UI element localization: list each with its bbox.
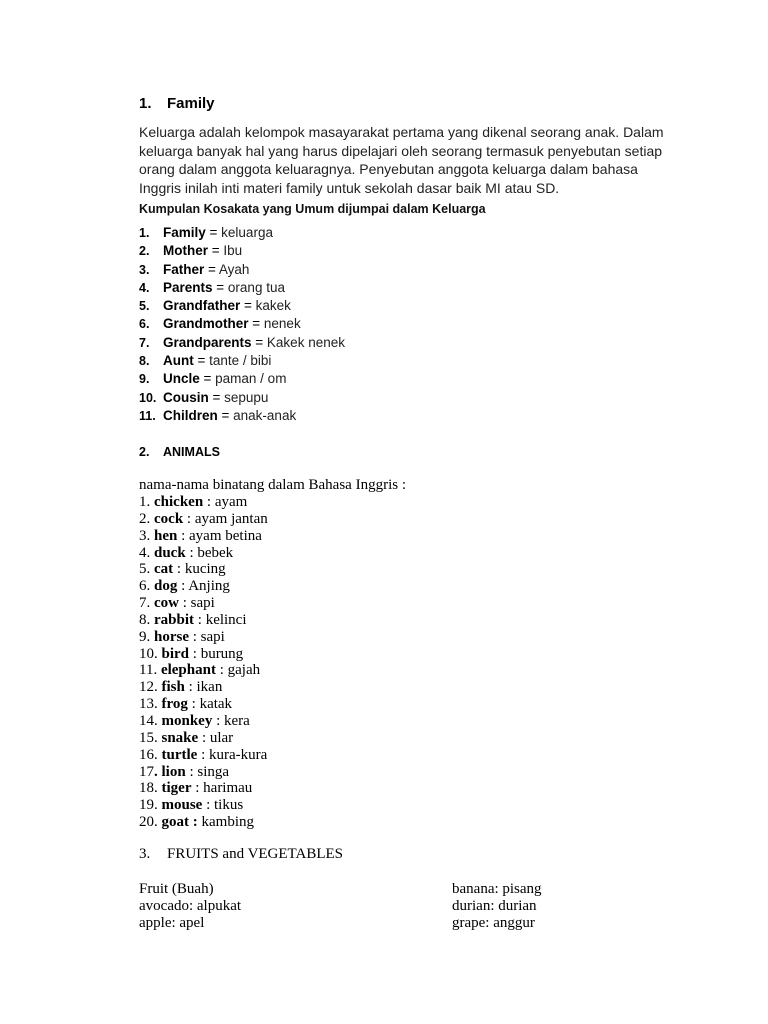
section-1-heading: [139, 95, 215, 112]
animals-list-item: [139, 730, 268, 747]
separator: :: [177, 578, 189, 595]
indonesian-term: Anjing: [188, 578, 230, 595]
indonesian-term: tikus: [214, 797, 244, 814]
animals-list-item: [139, 528, 268, 545]
fruit-list-item: apple: apel: [139, 915, 205, 931]
indonesian-term: ikan: [196, 679, 223, 696]
separator: :: [198, 729, 210, 746]
indonesian-term: ular: [209, 729, 234, 746]
animals-list-item: [139, 545, 268, 562]
section-3-number: 3.: [139, 846, 151, 862]
indonesian-term: singa: [197, 763, 230, 780]
english-term: Parents: [163, 279, 213, 295]
english-term: fish: [161, 679, 185, 696]
separator: :: [179, 595, 191, 612]
family-vocabulary-list: [139, 224, 345, 425]
separator: :: [183, 510, 195, 527]
english-term: goat :: [161, 814, 198, 831]
english-term: chicken: [154, 494, 204, 510]
item-number: 5.: [139, 299, 150, 314]
item-number: 8.: [139, 611, 154, 628]
item-number: 3.: [139, 262, 150, 277]
fruit-list-item: avocado: alpukat: [139, 898, 242, 914]
indonesian-term: katak: [199, 696, 233, 713]
section-2-title: ANIMALS: [163, 445, 220, 459]
item-number: 4.: [139, 280, 150, 295]
item-number: 16.: [139, 746, 162, 763]
indonesian-term: burung: [200, 645, 244, 662]
family-vocabulary-subheading: Kumpulan Kosakata yang Umum dijumpai dalam Keluarga: [139, 202, 486, 216]
animals-list-item: [139, 612, 268, 629]
item-number: 6.: [139, 578, 154, 595]
english-term: tiger: [161, 780, 192, 797]
section-1-number: 1.: [139, 95, 152, 112]
separator: :: [189, 645, 201, 662]
separator: =: [193, 353, 210, 369]
item-number: 15.: [139, 729, 162, 746]
item-number: 19.: [139, 797, 162, 814]
english-term: elephant: [160, 662, 216, 679]
english-term: cat: [154, 561, 174, 578]
separator: :: [185, 763, 198, 780]
separator: =: [204, 261, 219, 277]
fruit-list-item: durian: durian: [452, 898, 537, 914]
item-number: 13.: [139, 696, 162, 713]
indonesian-term: kucing: [184, 561, 226, 578]
item-number: 6.: [139, 317, 150, 332]
separator: :: [197, 746, 209, 763]
indonesian-term: kelinci: [205, 611, 247, 628]
indonesian-term: kakek: [255, 298, 291, 314]
fruit-list-item: banana: pisang: [452, 881, 542, 897]
english-term: Grandmother: [163, 316, 249, 332]
animals-list-item: [139, 578, 268, 595]
family-list-item: [139, 389, 345, 407]
separator: :: [215, 662, 228, 679]
separator: =: [205, 225, 222, 240]
english-term: Grandfather: [163, 298, 241, 314]
section-3-title: FRUITS and VEGETABLES: [167, 846, 344, 862]
item-number: 1.: [139, 494, 154, 510]
animals-list-item: [139, 679, 268, 696]
item-number: 7.: [139, 595, 154, 612]
family-list-item: [139, 407, 345, 425]
animals-list-item: [139, 629, 268, 646]
indonesian-term: harimau: [203, 780, 253, 797]
indonesian-term: ayam: [214, 494, 248, 510]
section-3-heading: [139, 846, 343, 863]
item-number: 17: [139, 763, 154, 780]
family-list-item: [139, 224, 345, 242]
english-term: cock: [154, 510, 184, 527]
english-term: Aunt: [163, 353, 194, 369]
animals-list-item: [139, 764, 268, 781]
indonesian-term: keluarga: [221, 225, 273, 240]
item-number: 8.: [139, 354, 150, 369]
animals-list-item: [139, 814, 268, 831]
english-term: bird: [161, 645, 190, 662]
english-term: Cousin: [163, 389, 209, 405]
english-term: Father: [163, 261, 205, 277]
animals-list-item: [139, 780, 268, 797]
indonesian-term: kera: [224, 712, 250, 729]
indonesian-term: tante / bibi: [209, 353, 272, 369]
english-term: frog: [161, 696, 188, 713]
animals-list-item: [139, 595, 268, 612]
fruits-left-column: [139, 881, 241, 932]
separator: :: [177, 527, 190, 544]
section-1-title: Family: [167, 95, 215, 112]
separator: :: [202, 797, 215, 814]
animals-intro-line: nama-nama binatang dalam Bahasa Inggris :: [139, 477, 406, 493]
indonesian-term: nenek: [263, 316, 301, 332]
separator: :: [189, 628, 201, 645]
animals-list-item: [139, 646, 268, 663]
indonesian-term: Ayah: [218, 261, 250, 277]
indonesian-term: ayam betina: [189, 527, 262, 544]
section-2-heading: [139, 445, 220, 459]
indonesian-term: sapi: [190, 595, 215, 612]
english-term: Uncle: [163, 371, 200, 387]
separator: =: [208, 243, 224, 259]
indonesian-term: sapi: [200, 628, 225, 645]
item-number: 9.: [139, 628, 154, 645]
item-number: 12.: [139, 679, 162, 696]
indonesian-term: bebek: [197, 544, 234, 561]
separator: :: [191, 780, 204, 797]
item-number: 14.: [139, 712, 162, 729]
separator: =: [240, 298, 256, 314]
item-number: 9.: [139, 372, 150, 387]
item-number: 3.: [139, 527, 154, 544]
animals-list-item: [139, 662, 268, 679]
family-list-item: [139, 370, 345, 388]
section-2-number: 2.: [139, 445, 150, 459]
item-number: 18.: [139, 780, 162, 797]
item-number: 7.: [139, 335, 150, 350]
english-term: Children: [163, 407, 218, 423]
indonesian-term: paman / om: [215, 371, 287, 387]
separator: :: [194, 611, 206, 628]
animals-list-item: [139, 696, 268, 713]
separator: =: [199, 371, 216, 387]
indonesian-term: kura-kura: [209, 746, 268, 763]
english-term: rabbit: [154, 611, 195, 628]
indonesian-term: Ibu: [223, 243, 243, 259]
english-term: cow: [154, 595, 179, 612]
item-number: 1.: [139, 226, 150, 240]
family-list-item: [139, 352, 345, 370]
separator: :: [203, 494, 215, 510]
english-term: Grandparents: [163, 334, 252, 350]
separator: :: [185, 544, 198, 561]
indonesian-term: orang tua: [227, 279, 285, 295]
family-list-item: [139, 334, 345, 352]
separator: :: [212, 712, 225, 729]
animals-list-item: [139, 561, 268, 578]
animals-list-item: [139, 511, 268, 528]
item-number: 5.: [139, 561, 154, 578]
family-list-item: [139, 242, 345, 260]
english-term: . lion: [154, 763, 186, 780]
english-term: Mother: [163, 243, 208, 259]
item-number: 2.: [139, 510, 154, 527]
family-intro-paragraph: Keluarga adalah kelompok masayarakat pertama yang dikenal seorang anak. Dalam keluarga banyak hal yang harus dipelajari oleh seorang termasuk penyebutan setiap orang dalam anggota keluaragnya. Penyebutan anggota keluarga dalam bahasa Inggris inilah inti materi family untuk sekolah dasar baik MI atau SD.: [139, 124, 664, 196]
english-term: Family: [163, 225, 206, 240]
english-term: snake: [161, 729, 199, 746]
animals-list-item: [139, 713, 268, 730]
fruits-right-column: [452, 881, 542, 932]
indonesian-term: sepupu: [224, 389, 269, 405]
family-list-item: [139, 315, 345, 333]
item-number: 2.: [139, 244, 150, 259]
separator: :: [187, 696, 200, 713]
family-list-item: [139, 297, 345, 315]
english-term: dog: [154, 578, 178, 595]
animals-list-item: [139, 747, 268, 764]
fruit-list-item: Fruit (Buah): [139, 881, 214, 897]
english-term: hen: [154, 527, 178, 544]
english-term: turtle: [161, 746, 198, 763]
family-list-item: [139, 279, 345, 297]
animals-vocabulary-list: [139, 494, 268, 831]
english-term: horse: [154, 628, 189, 645]
family-list-item: [139, 261, 345, 279]
separator: =: [251, 334, 267, 350]
item-number: 10.: [139, 645, 162, 662]
indonesian-term: Kakek nenek: [266, 334, 345, 350]
animals-list-item: [139, 797, 268, 814]
item-number: 4.: [139, 544, 154, 561]
indonesian-term: kambing: [201, 814, 254, 831]
indonesian-term: ayam jantan: [194, 510, 268, 527]
separator: :: [173, 561, 185, 578]
animals-list-item: [139, 494, 268, 511]
english-term: mouse: [161, 797, 203, 814]
separator: =: [217, 407, 234, 423]
indonesian-term: anak-anak: [233, 407, 297, 423]
separator: =: [212, 279, 228, 295]
separator: =: [248, 316, 264, 332]
fruit-list-item: grape: anggur: [452, 915, 535, 931]
english-term: monkey: [161, 712, 213, 729]
english-term: duck: [154, 544, 186, 561]
item-number: 11.: [139, 408, 156, 423]
separator: :: [184, 679, 197, 696]
item-number: 10.: [139, 390, 157, 405]
item-number: 11.: [139, 662, 161, 679]
separator: =: [208, 389, 225, 405]
item-number: 20.: [139, 814, 162, 831]
indonesian-term: gajah: [227, 662, 261, 679]
